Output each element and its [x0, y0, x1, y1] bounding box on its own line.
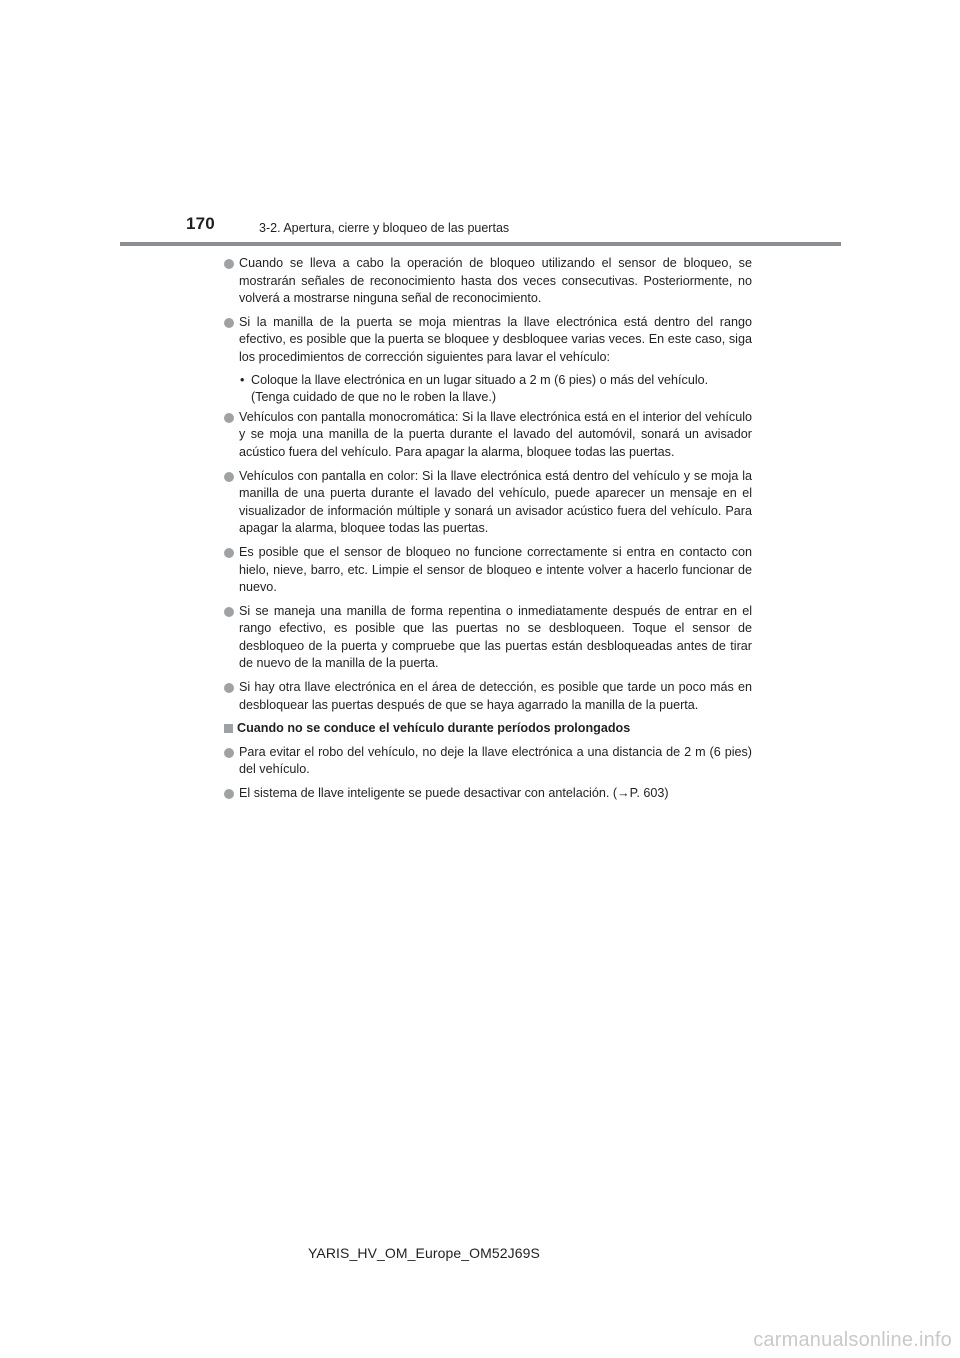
subsection-heading	[224, 720, 752, 738]
page-number: 170	[186, 214, 215, 233]
bullet-item	[224, 785, 752, 803]
bullet-dot-icon	[224, 318, 234, 328]
bullet-dot-icon	[224, 789, 234, 799]
bullet-text: El sistema de llave inteligente se puede desactivar con antelación. (→P. 603)	[239, 786, 669, 801]
bullet-item	[224, 314, 752, 367]
bullet-dot-icon	[224, 748, 234, 758]
bullet-text: Para evitar el robo del vehículo, no deje la llave electrónica a una distancia de 2 m (6 pies) del vehículo.	[239, 744, 752, 777]
bullet-text: Si la manilla de la puerta se moja mientras la llave electrónica está dentro del rango efectivo, es posible que la puerta se bloquee y desbloquee varias veces. En este caso, siga los procedimientos de corrección siguientes para lavar el vehículo:	[239, 314, 752, 364]
bullet-item	[224, 409, 752, 462]
section-title: 3-2. Apertura, cierre y bloqueo de las puertas	[259, 221, 510, 235]
footer-code: YARIS_HV_OM_Europe_OM52J69S	[308, 1245, 540, 1261]
sub-item	[224, 372, 752, 407]
square-bullet-icon	[224, 724, 233, 733]
sub-item-line: Coloque la llave electrónica en un lugar situado a 2 m (6 pies) o más del vehículo.	[251, 372, 709, 387]
watermark: carmanualsonline.info	[753, 1329, 952, 1351]
bullet-item	[224, 544, 752, 597]
bullet-item	[224, 603, 752, 673]
bullet-item	[224, 468, 752, 538]
bullet-text: Cuando se lleva a cabo la operación de bloqueo utilizando el sensor de bloqueo, se mostrarán señales de reconocimiento hasta dos veces consecutivas. Posteriormente, no volverá a mostrarse ninguna señal de reconocimiento.	[239, 256, 752, 306]
bullet-text: Es posible que el sensor de bloqueo no funcione correctamente si entra en contacto con hielo, nieve, barro, etc. Limpie el sensor de bloqueo e intente volver a hacerlo funcionar de nuevo.	[239, 544, 752, 595]
bullet-dot-icon	[224, 413, 234, 423]
content	[224, 255, 752, 809]
bullet-text: Si hay otra llave electrónica en el área de detección, es posible que tarde un poco más en desbloquear las puertas después de que se haya agarrado la manilla de la puerta.	[239, 680, 752, 712]
bullet-dot-icon	[224, 472, 234, 482]
bullet-text: Vehículos con pantalla en color: Si la llave electrónica está dentro del vehículo y se moja la manilla de una puerta durante el lavado del vehículo, puede aparecer un mensaje en el visualizador de información múltiple y sonará un avisador acústico fuera del vehículo. Para apagar la alarma, bloquee todas las puertas.	[239, 468, 752, 536]
bullet-text: Vehículos con pantalla monocromática: Si la llave electrónica está en el interior del vehículo y se moja una manilla de la puerta durante el lavado del automóvil, sonará un avisador acústico fuera del vehículo. Para apagar la alarma, bloquee todas las puertas.	[239, 409, 752, 459]
sub-item-marker: •	[240, 372, 245, 387]
bullet-dot-icon	[224, 607, 234, 617]
bullet-text: Si se maneja una manilla de forma repentina o inmediatamente después de entrar en el rango efectivo, es posible que las puertas no se desbloqueen. Toque el sensor de desbloqueo de la puerta y compruebe que las puertas están desbloqueadas antes de tirar de nuevo de la manilla de la puerta.	[239, 603, 752, 671]
header-rule	[120, 242, 841, 246]
bullet-dot-icon	[224, 259, 234, 269]
bullet-item	[224, 255, 752, 308]
bullet-dot-icon	[224, 683, 234, 693]
bullet-item	[224, 679, 752, 714]
bullet-item	[224, 744, 752, 779]
bullet-dot-icon	[224, 548, 234, 558]
sub-item-line: (Tenga cuidado de que no le roben la llave.)	[251, 390, 497, 405]
subsection-heading-text: Cuando no se conduce el vehículo durante períodos prolongados	[237, 721, 631, 736]
